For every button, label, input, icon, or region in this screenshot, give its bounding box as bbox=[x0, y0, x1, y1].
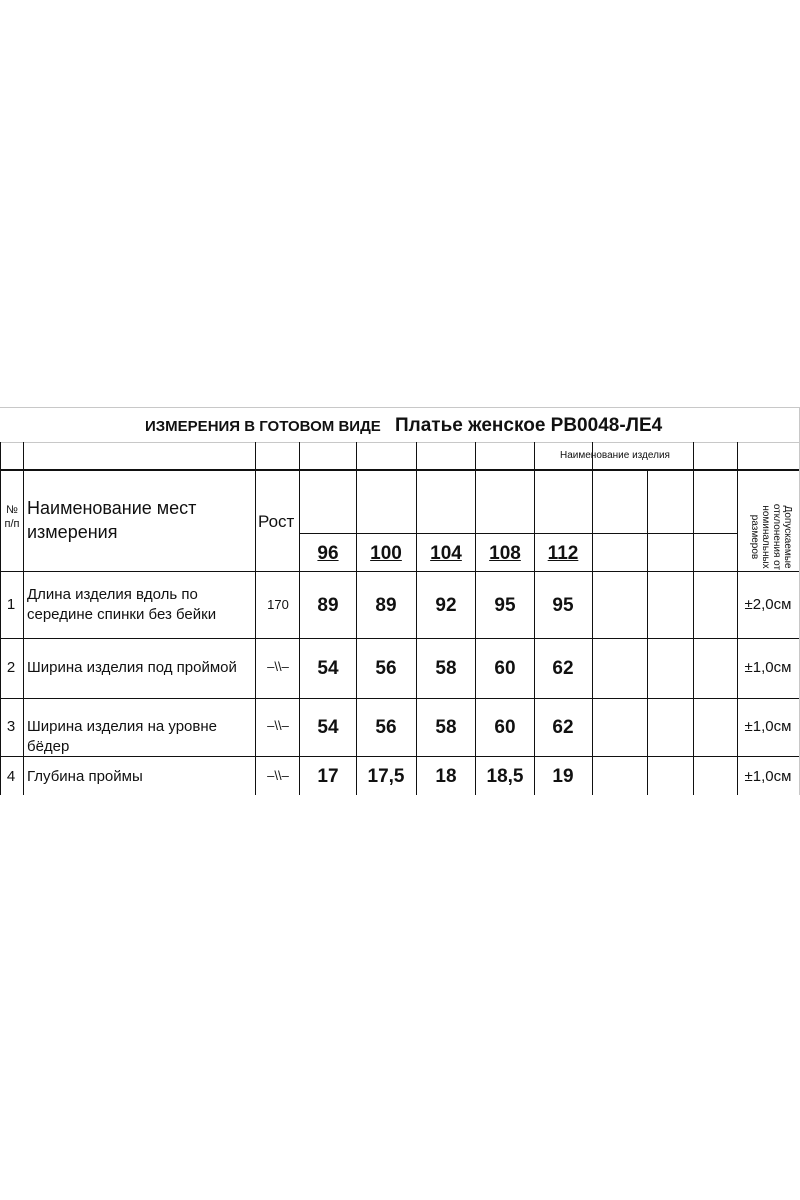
grid-line bbox=[647, 469, 648, 795]
row-value: 89 bbox=[317, 595, 339, 616]
row-tolerance: ±1,0см bbox=[744, 718, 792, 735]
row-number: 3 bbox=[6, 718, 16, 735]
row-value: 17,5 bbox=[367, 766, 405, 787]
grid-line bbox=[356, 442, 357, 795]
grid-line bbox=[416, 442, 417, 795]
row-value: 62 bbox=[552, 717, 574, 738]
row-number: 2 bbox=[6, 659, 16, 676]
size-108: 108 bbox=[489, 543, 521, 564]
row-value: 60 bbox=[494, 658, 516, 679]
grid-line bbox=[693, 442, 694, 795]
row-value: 95 bbox=[494, 595, 516, 616]
grid-line bbox=[299, 442, 300, 795]
row-value: 95 bbox=[552, 595, 574, 616]
row-value: 54 bbox=[317, 717, 339, 738]
row-number: 4 bbox=[6, 768, 16, 785]
row-value: 18,5 bbox=[486, 766, 524, 787]
grid-line bbox=[300, 533, 737, 534]
row-value: 18 bbox=[435, 766, 457, 787]
height-header: Рост bbox=[258, 512, 295, 531]
row-tolerance: ±1,0см bbox=[744, 659, 792, 676]
grid-line bbox=[0, 638, 800, 639]
row-value: 54 bbox=[317, 658, 339, 679]
grid-line bbox=[475, 442, 476, 795]
row-value: 89 bbox=[375, 595, 397, 616]
row-value: 17 bbox=[317, 766, 339, 787]
grid-line bbox=[0, 571, 800, 572]
row-number: 1 bbox=[6, 596, 16, 613]
row-value: 92 bbox=[435, 595, 457, 616]
row-height: –\\– bbox=[267, 659, 289, 674]
grid-line bbox=[255, 442, 256, 795]
product-caption: Наименование изделия bbox=[560, 450, 670, 461]
row-value: 56 bbox=[375, 658, 397, 679]
grid-line bbox=[0, 442, 800, 443]
row-value: 58 bbox=[435, 717, 457, 738]
row-height: 170 bbox=[267, 597, 289, 612]
grid-line bbox=[592, 442, 593, 795]
grid-line bbox=[23, 442, 24, 795]
row-name: Ширина изделия под проймой bbox=[27, 659, 237, 676]
product-title: Платье женское РВ0048-ЛЕ4 bbox=[395, 415, 663, 436]
row-value: 58 bbox=[435, 658, 457, 679]
grid-line bbox=[0, 442, 1, 795]
size-96: 96 bbox=[317, 543, 339, 564]
grid-line bbox=[0, 469, 800, 471]
tolerance-header: Допускаемые отклонения от номинальных размеров bbox=[749, 503, 793, 571]
row-name: Длина изделия вдоль по середине спинки без бейки bbox=[27, 586, 217, 623]
name-header: Наименование мест измерения bbox=[27, 498, 197, 542]
size-104: 104 bbox=[430, 543, 462, 564]
grid-line bbox=[534, 442, 535, 795]
measurement-table bbox=[0, 407, 800, 795]
grid-line bbox=[0, 407, 800, 408]
row-height: –\\– bbox=[267, 768, 289, 783]
grid-line bbox=[0, 698, 800, 699]
row-tolerance: ±2,0см bbox=[744, 596, 792, 613]
size-100: 100 bbox=[370, 543, 402, 564]
row-value: 62 bbox=[552, 658, 574, 679]
row-height: –\\– bbox=[267, 718, 289, 733]
row-value: 19 bbox=[552, 766, 574, 787]
row-tolerance: ±1,0см bbox=[744, 768, 792, 785]
table-title: ИЗМЕРЕНИЯ В ГОТОВОМ ВИДЕ bbox=[145, 418, 381, 435]
row-name: Ширина изделия на уровне бёдер bbox=[27, 718, 217, 755]
number-header: № п/п bbox=[4, 504, 20, 530]
row-value: 56 bbox=[375, 717, 397, 738]
size-112: 112 bbox=[547, 543, 579, 564]
row-name: Глубина проймы bbox=[27, 768, 143, 785]
row-value: 60 bbox=[494, 717, 516, 738]
